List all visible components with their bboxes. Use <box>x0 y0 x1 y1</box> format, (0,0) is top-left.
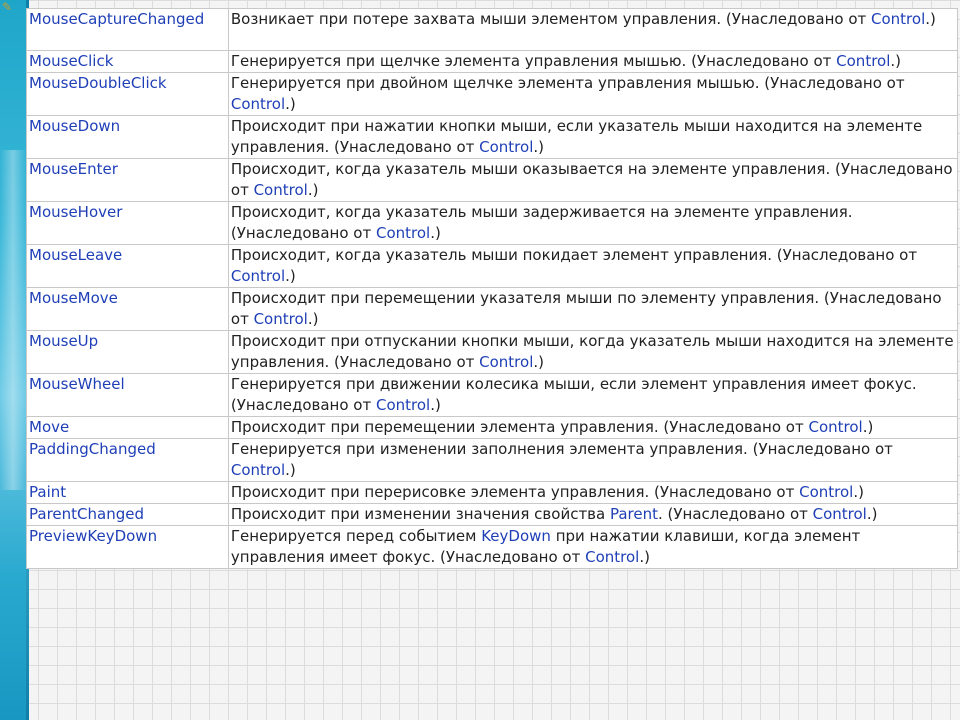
table-row <box>27 202 958 245</box>
event-name-link[interactable]: Paint <box>29 483 67 501</box>
description-text: при нажатии клавиши, когда элемент управления имеет фокус. (Унаследовано от <box>230 527 861 566</box>
type-reference-link[interactable]: Control <box>230 267 286 285</box>
type-reference-link[interactable]: Control <box>230 95 286 113</box>
description-text: Происходит, когда указатель мыши оказывается на элементе управления. (Унаследовано от <box>230 160 953 199</box>
event-name-link[interactable]: MouseHover <box>29 203 123 221</box>
description-text: Происходит при перемещении указателя мыши по элементу управления. (Унаследовано от <box>230 289 942 328</box>
description-text: .) <box>925 10 936 28</box>
type-reference-link[interactable]: Parent <box>609 505 659 523</box>
event-name-link[interactable]: Move <box>29 418 70 436</box>
table-row <box>27 9 958 51</box>
event-description-cell <box>228 417 957 439</box>
type-reference-link[interactable]: Control <box>253 181 308 199</box>
type-reference-link[interactable]: Control <box>836 52 891 70</box>
event-name-cell <box>27 51 229 73</box>
event-description-cell <box>228 73 957 116</box>
description-text: Генерируется перед событием <box>230 527 482 545</box>
description-text: Возникает при потере захвата мыши элементом управления. (Унаследовано от <box>230 10 872 28</box>
description-text: Происходит, когда указатель мыши покидает элемент управления. (Унаследовано от <box>230 246 918 264</box>
type-reference-link[interactable]: Control <box>230 461 286 479</box>
event-name-link[interactable]: MouseClick <box>29 52 114 70</box>
description-text: Происходит при перемещении элемента управления. (Унаследовано от <box>230 418 809 436</box>
description-text: Происходит при перерисовке элемента управления. (Унаследовано от <box>230 483 800 501</box>
description-text: .) <box>639 548 650 566</box>
event-name-cell <box>27 504 229 526</box>
type-reference-link[interactable]: Control <box>479 138 534 156</box>
event-name-cell <box>27 202 229 245</box>
description-text: .) <box>307 181 319 199</box>
description-text: .) <box>285 267 296 285</box>
event-name-link[interactable]: MouseDoubleClick <box>29 74 167 92</box>
events-table <box>26 8 958 569</box>
table-row <box>27 504 958 526</box>
event-name-cell <box>27 417 229 439</box>
event-description-cell <box>228 51 957 73</box>
event-name-link[interactable]: MouseCaptureChanged <box>29 10 205 28</box>
type-reference-link[interactable]: Control <box>585 548 640 566</box>
event-name-link[interactable]: MouseWheel <box>29 375 125 393</box>
event-name-cell <box>27 331 229 374</box>
event-description-cell <box>228 288 957 331</box>
description-text: Происходит, когда указатель мыши задерживается на элементе управления. (Унаследовано от <box>230 203 853 242</box>
description-text: .) <box>307 310 319 328</box>
table-row <box>27 526 958 569</box>
event-name-link[interactable]: PreviewKeyDown <box>29 527 158 545</box>
table-row <box>27 439 958 482</box>
type-reference-link[interactable]: Control <box>812 505 867 523</box>
description-text: .) <box>285 95 296 113</box>
event-name-cell <box>27 288 229 331</box>
description-text: .) <box>866 505 878 523</box>
description-text: .) <box>430 396 441 414</box>
description-text: .) <box>285 461 296 479</box>
event-name-cell <box>27 526 229 569</box>
description-text: Генерируется при изменении заполнения элемента управления. (Унаследовано от <box>230 440 893 458</box>
table-row <box>27 51 958 73</box>
event-name-cell <box>27 73 229 116</box>
type-reference-link[interactable]: Control <box>253 310 308 328</box>
events-table-body <box>27 9 958 569</box>
description-text: Генерируется при движении колесика мыши, если элемент управления имеет фокус. (Унаследовано от <box>230 375 917 414</box>
table-row <box>27 288 958 331</box>
description-text: .) <box>862 418 874 436</box>
description-text: Происходит при нажатии кнопки мыши, если указатель мыши находится на элементе управления. (Унаследовано от <box>230 117 923 156</box>
event-description-cell <box>228 482 957 504</box>
event-description-cell <box>228 526 957 569</box>
event-name-link[interactable]: PaddingChanged <box>29 440 156 458</box>
event-name-link[interactable]: MouseLeave <box>29 246 123 264</box>
description-text: .) <box>890 52 902 70</box>
type-reference-link[interactable]: Control <box>799 483 854 501</box>
table-row <box>27 374 958 417</box>
table-row <box>27 73 958 116</box>
event-description-cell <box>228 504 957 526</box>
event-name-cell <box>27 159 229 202</box>
description-text: .) <box>430 224 441 242</box>
event-name-cell <box>27 482 229 504</box>
pen-icon: ✎ <box>1 0 13 14</box>
type-reference-link[interactable]: KeyDown <box>481 527 551 545</box>
event-name-link[interactable]: MouseUp <box>29 332 99 350</box>
events-table-container <box>26 8 958 569</box>
table-row <box>27 417 958 439</box>
type-reference-link[interactable]: Control <box>871 10 926 28</box>
type-reference-link[interactable]: Control <box>375 396 431 414</box>
slide-accent-bar <box>0 0 26 720</box>
event-description-cell <box>228 9 957 51</box>
type-reference-link[interactable]: Control <box>375 224 431 242</box>
event-name-link[interactable]: MouseDown <box>29 117 121 135</box>
event-description-cell <box>228 439 957 482</box>
description-text: .) <box>853 483 864 501</box>
table-row <box>27 245 958 288</box>
event-description-cell <box>228 116 957 159</box>
event-name-cell <box>27 116 229 159</box>
description-text: .) <box>533 138 544 156</box>
description-text: Происходит при отпускании кнопки мыши, когда указатель мыши находится на элементе управления. (Унаследовано от <box>230 332 954 371</box>
table-row <box>27 116 958 159</box>
event-description-cell <box>228 202 957 245</box>
event-description-cell <box>228 245 957 288</box>
table-row <box>27 482 958 504</box>
description-text: Происходит при изменении значения свойства <box>230 505 610 523</box>
event-description-cell <box>228 331 957 374</box>
event-name-cell <box>27 245 229 288</box>
event-name-link[interactable]: MouseEnter <box>29 160 118 178</box>
type-reference-link[interactable]: Control <box>808 418 863 436</box>
table-row <box>27 331 958 374</box>
event-description-cell <box>228 374 957 417</box>
event-name-cell <box>27 374 229 417</box>
type-reference-link[interactable]: Control <box>479 353 534 371</box>
event-name-link[interactable]: MouseMove <box>29 289 118 307</box>
event-name-link[interactable]: ParentChanged <box>29 505 144 523</box>
description-text: Генерируется при щелчке элемента управления мышью. (Унаследовано от <box>230 52 837 70</box>
event-description-cell <box>228 159 957 202</box>
table-row <box>27 159 958 202</box>
event-name-cell <box>27 9 229 51</box>
description-text: . (Унаследовано от <box>658 505 813 523</box>
description-text: .) <box>533 353 544 371</box>
event-name-cell <box>27 439 229 482</box>
description-text: Генерируется при двойном щелчке элемента управления мышью. (Унаследовано от <box>230 74 905 92</box>
